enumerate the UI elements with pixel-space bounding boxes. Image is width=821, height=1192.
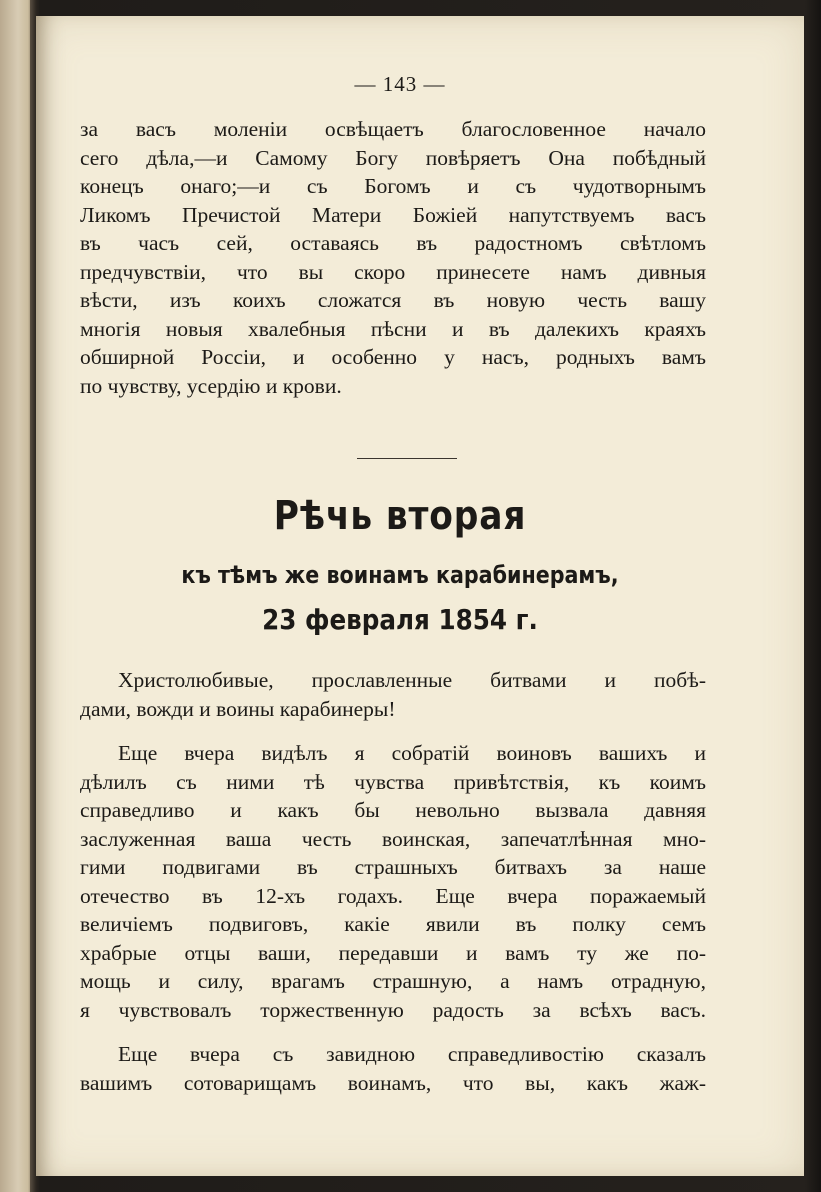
- text-line: сего дѣла,—и Самому Богу повѣряетъ Она побѣдный: [80, 145, 706, 170]
- continuation-paragraph: [80, 115, 706, 400]
- text-line: вашимъ сотоварищамъ воинамъ, что вы, какъ жаж-: [80, 1070, 706, 1095]
- text-line: обширной Россіи, и особенно у насъ, родныхъ вамъ: [80, 345, 706, 369]
- text-line: храбрые отцы ваши, передавши и вамъ ту же по-: [80, 940, 706, 965]
- text-line: отечество въ 12-хъ годахъ. Еще вчера поражаемый: [80, 883, 706, 908]
- text-line: по чувству, усердію и крови.: [80, 373, 342, 398]
- text-line: дѣлилъ съ ними тѣ чувства привѣтствія, къ коимъ: [80, 769, 706, 794]
- text-line: величіемъ подвиговъ, какіе явили въ полку семъ: [80, 912, 706, 936]
- text-line: многія новыя хвалебныя пѣсни и въ далекихъ краяхъ: [80, 316, 706, 341]
- paragraph-gap: [80, 723, 706, 739]
- speech-subtitle: къ тѣмъ же воинамъ карабинерамъ,: [181, 561, 619, 589]
- text-line: Христолюбивые, прославленные битвами и побѣ-: [118, 668, 706, 692]
- text-line: заслуженная ваша честь воинская, запечатлѣнная мно-: [80, 826, 706, 851]
- text-line: я чувствовалъ торжественную радость за всѣхъ васъ.: [80, 997, 706, 1022]
- text-line: гими подвигами въ страшныхъ битвахъ за наше: [80, 855, 706, 879]
- section-divider: [357, 458, 457, 459]
- paragraph-yesterday: [80, 739, 706, 1024]
- paragraph-gap: [80, 1024, 706, 1040]
- text-line: за васъ моленіи освѣщаетъ благословенное начало: [80, 117, 706, 141]
- paragraph-comrades: [80, 1040, 706, 1097]
- previous-page-edge: [0, 0, 30, 1192]
- text-line: мощь и силу, врагамъ страшную, а намъ отрадную,: [80, 969, 706, 993]
- text-line: Еще вчера съ завидною справедливостію сказалъ: [118, 1042, 706, 1066]
- book-page: [36, 16, 804, 1176]
- text-line: Еще вчера видѣлъ я собратій воиновъ вашихъ и: [118, 741, 706, 765]
- text-line: предчувствіи, что вы скоро принесете намъ дивныя: [80, 259, 706, 284]
- text-line: въ часъ сей, оставаясь въ радостномъ свѣтломъ: [80, 231, 706, 255]
- page-number: — 143 —: [354, 72, 446, 96]
- paragraph-address: [80, 666, 706, 723]
- speech-date: 23 февраля 1854 г.: [262, 603, 538, 636]
- text-line: вѣсти, изъ коихъ сложатся въ новую честь вашу: [80, 288, 706, 312]
- text-line: Ликомъ Пречистой Матери Божіей напутствуемъ васъ: [80, 202, 706, 227]
- text-line: дами, вожди и воины карабинеры!: [80, 696, 396, 721]
- speech-title: Рѣчь вторая: [273, 493, 527, 539]
- text-line: конецъ онаго;—и съ Богомъ и съ чудотворнымъ: [80, 174, 706, 198]
- text-line: справедливо и какъ бы невольно вызвала давняя: [80, 798, 706, 822]
- page-content: [80, 72, 706, 1097]
